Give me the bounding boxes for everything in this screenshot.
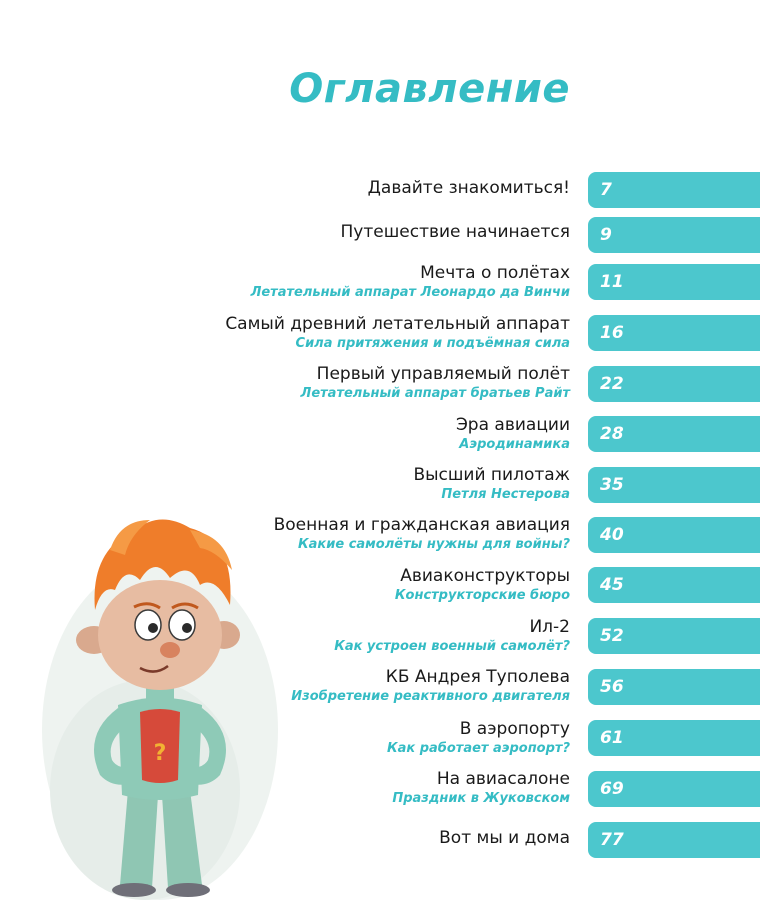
chapter-title: Первый управляемый полёт: [316, 364, 570, 384]
chapter-subtitle: Как работает аэропорт?: [386, 741, 570, 756]
page-number: 69: [600, 779, 624, 799]
chapter-title: КБ Андрея Туполева: [385, 667, 570, 687]
page-number: 77: [600, 830, 624, 850]
page-number: 28: [600, 424, 624, 444]
chapter-subtitle: Летательный аппарат Леонардо да Винчи: [250, 285, 570, 300]
page-tab: [588, 567, 760, 603]
page-tab: [588, 217, 760, 253]
boy-illustration: [40, 490, 280, 900]
chapter-title: Путешествие начинается: [340, 222, 570, 242]
page-tab: [588, 669, 760, 705]
chapter-subtitle: Изобретение реактивного двигателя: [291, 689, 570, 704]
page-tab: [588, 720, 760, 756]
page-tab: [588, 822, 760, 858]
page-tab: [588, 467, 760, 503]
page-tab: [588, 366, 760, 402]
page-number: 7: [600, 180, 612, 200]
chapter-subtitle: Аэродинамика: [459, 437, 570, 452]
chapter-title: Давайте знакомиться!: [367, 178, 570, 198]
chapter-title: Военная и гражданская авиация: [273, 515, 570, 535]
page-number: 56: [600, 677, 624, 697]
page-tab: [588, 618, 760, 654]
page-tab: [588, 264, 760, 300]
page-number: 52: [600, 626, 624, 646]
svg-text:?: ?: [153, 741, 167, 766]
chapter-title: Вот мы и дома: [439, 828, 570, 848]
chapter-subtitle: Сила притяжения и подъёмная сила: [295, 336, 570, 351]
chapter-title: Самый древний летательный аппарат: [225, 314, 570, 334]
page-number: 61: [600, 728, 624, 748]
page-number: 40: [600, 525, 624, 545]
chapter-subtitle: Как устроен военный самолёт?: [334, 639, 570, 654]
chapter-subtitle: Конструкторские бюро: [394, 588, 570, 603]
page-number: 35: [600, 475, 624, 495]
page-tab: [588, 416, 760, 452]
chapter-subtitle: Праздник в Жуковском: [392, 791, 570, 806]
chapter-title: Эра авиации: [455, 415, 570, 435]
page-number: 9: [600, 225, 612, 245]
page-tab: [588, 517, 760, 553]
chapter-subtitle: Петля Нестерова: [441, 487, 570, 502]
page-number: 45: [600, 575, 624, 595]
chapter-title: Высший пилотаж: [413, 465, 570, 485]
page-tab: [588, 315, 760, 351]
page-title: Оглавление: [289, 66, 570, 112]
chapter-title: На авиасалоне: [436, 769, 570, 789]
page-number: 16: [600, 323, 624, 343]
page-tab: [588, 172, 760, 208]
chapter-subtitle: Какие самолёты нужны для войны?: [298, 537, 570, 552]
page-number: 11: [600, 272, 624, 292]
page-tab: [588, 771, 760, 807]
page-number: 22: [600, 374, 624, 394]
chapter-title: Ил-2: [529, 617, 570, 637]
chapter-title: Авиаконструкторы: [400, 566, 570, 586]
chapter-title: В аэропорту: [459, 719, 570, 739]
chapter-subtitle: Летательный аппарат братьев Райт: [300, 386, 570, 401]
chapter-title: Мечта о полётах: [420, 263, 570, 283]
